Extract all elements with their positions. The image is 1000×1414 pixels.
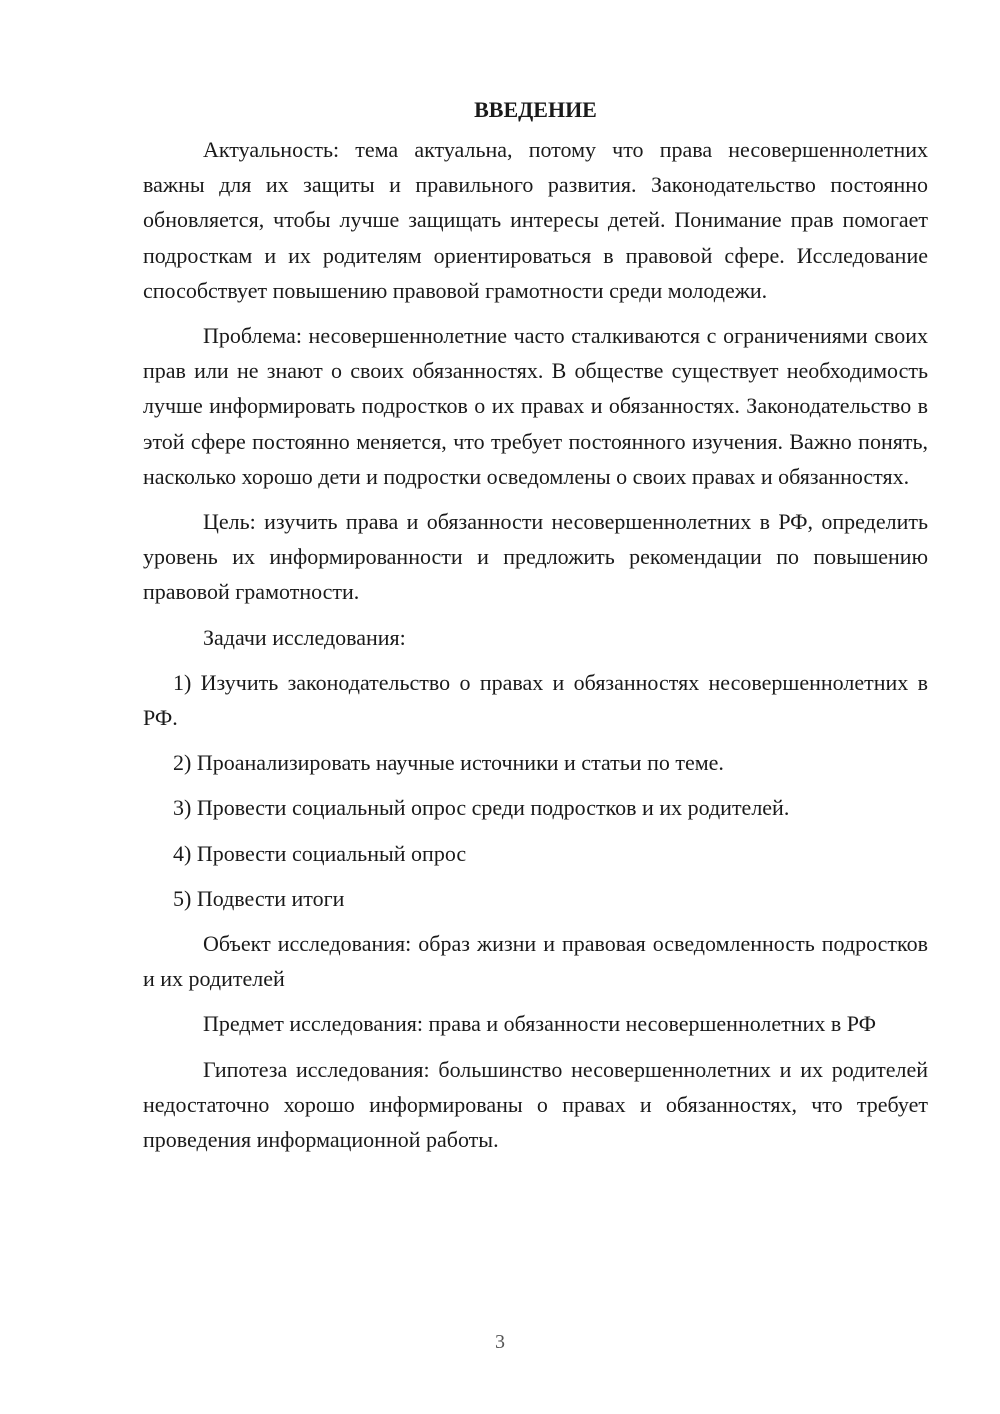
paragraph-tasks-heading: Задачи исследования: xyxy=(203,624,406,650)
task-item-2: 2) Проанализировать научные источники и статьи по теме. xyxy=(173,750,724,776)
task-item-1: 1) Изучить законодательство о правах и обязанностях несовершеннолетних в РФ. xyxy=(143,669,928,731)
task-item-5: 5) Подвести итоги xyxy=(173,885,345,911)
page-number: 3 xyxy=(495,1331,505,1353)
section-title: ВВЕДЕНИЕ xyxy=(474,97,597,122)
paragraph-subject: Предмет исследования: права и обязанности несовершеннолетних в РФ xyxy=(203,1011,876,1037)
paragraph-goal: Цель: изучить права и обязанности несовершеннолетних в РФ, определить уровень их информированности и предложить рекомендации по повышению правовой грамотности. xyxy=(143,509,928,605)
task-item-4: 4) Провести социальный опрос xyxy=(173,840,467,866)
task-item-3: 3) Провести социальный опрос среди подростков и их родителей. xyxy=(173,795,790,821)
paragraph-hypothesis: Гипотеза исследования: большинство несовершеннолетних и их родителей недостаточно хорошо информированы о правах и обязанностях, что требует проведения информационной работы. xyxy=(143,1056,928,1153)
paragraph-object: Объект исследования: образ жизни и правовая осведомленность подростков и их родителей xyxy=(143,931,928,992)
document-page xyxy=(143,92,928,1167)
paragraph-problem: Проблема: несовершеннолетние часто сталкиваются с ограничениями своих прав или не знают о своих обязанностях. В обществе существует необходимость лучше информировать подростков о их правах и обязанностях. Законодательство в этой сфере постоянно меняется, что требует постоянного изучения. Важно понять, насколько хорошо дети и подростки осведомлены о своих правах и обязанностях. xyxy=(143,323,928,489)
paragraph-relevance: Актуальность: тема актуальна, потому что права несовершеннолетних важны для их защиты и правильного развития. Законодательство постоянно обновляется, чтобы лучше защищать интересы детей. Понимание прав помогает подросткам и их родителям ориентироваться в правовой сфере. Исследование способствует повышению правовой грамотности среди молодежи. xyxy=(143,137,928,303)
